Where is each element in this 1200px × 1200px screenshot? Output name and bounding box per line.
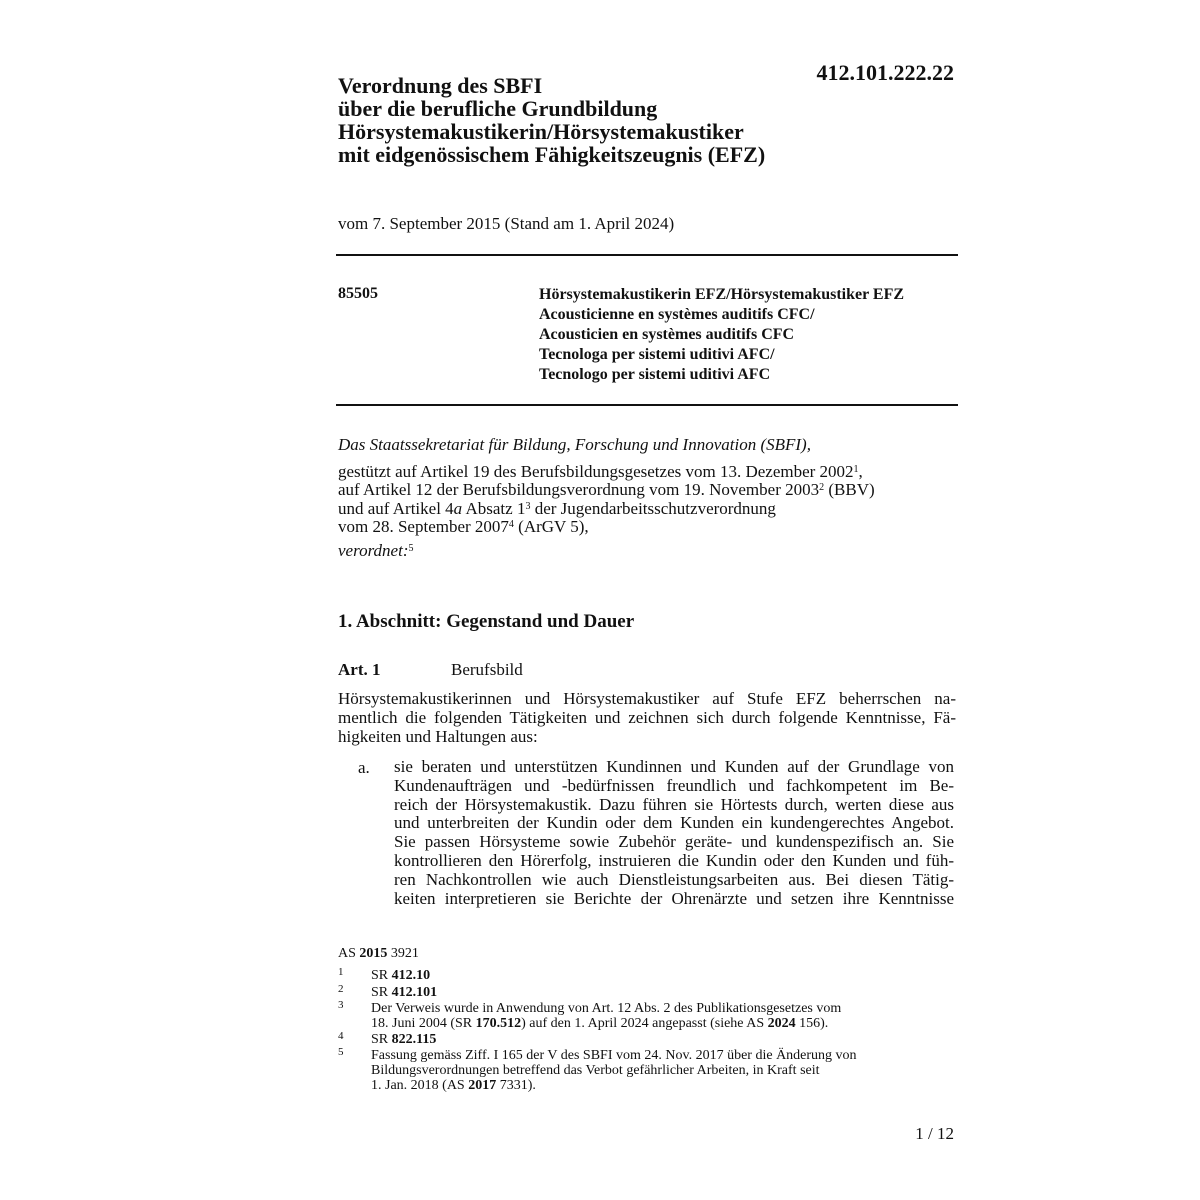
text-line: higkeiten und Haltungen aus: bbox=[338, 726, 538, 746]
footnote-number: 4 bbox=[338, 1030, 344, 1042]
bottom-rule bbox=[336, 404, 958, 406]
enactment-clause: verordnet:$^5$ bbox=[338, 540, 414, 560]
footnote-number: 1 bbox=[338, 966, 344, 978]
footnote-number: 2 bbox=[338, 983, 344, 995]
document-title bbox=[338, 74, 898, 166]
preamble-authority: Das Staatssekretariat für Bildung, Forschung und Innovation (SBFI), bbox=[338, 435, 811, 454]
text-line: reich der Hörsystemakustik. Dazu führen sie Hörtests durch, werten diese aus bbox=[394, 794, 954, 814]
text-line: sie beraten und unterstützen Kundinnen und Kunden auf der Grundlage von bbox=[394, 757, 954, 776]
preamble-line: gestützt auf Artikel 19 des Berufsbildungsgesetzes vom 13. Dezember 2002$^1$, bbox=[338, 461, 863, 481]
profession-title: Hörsystemakustikerin EFZ/Hörsystemakustiker EFZ bbox=[539, 286, 905, 303]
preamble-line: vom 28. September 2007$^4$ (ArGV 5), bbox=[338, 517, 589, 536]
footnote-number: 5 bbox=[338, 1046, 344, 1058]
section-heading: 1. Abschnitt: Gegenstand und Dauer bbox=[338, 611, 635, 632]
footnote-ref[interactable]: 2 bbox=[819, 482, 825, 493]
text-line: und unterbreiten der Kundin oder dem Kunden ein kundengerechtes Angebot. bbox=[394, 813, 954, 833]
footnote-ref[interactable]: 5 bbox=[408, 542, 414, 554]
profession-title: Acousticien en systèmes auditifs CFC bbox=[539, 326, 795, 343]
text-line: Sie passen Hörsysteme sowie Zubehör geräte- und kundenspezifisch an. Sie bbox=[394, 832, 954, 852]
text-line: kontrollieren den Hörerfolg, instruieren die Kundin oder den Kunden und füh- bbox=[394, 850, 954, 870]
article-intro bbox=[338, 690, 956, 746]
preamble-line: und auf Artikel 4a Absatz $1^3$ der Jugendarbeitsschutzverordnung bbox=[338, 498, 776, 518]
text-line: Hörsystemakustikerinnen und Hörsystemakustiker auf Stufe EFZ beherrschen na- bbox=[338, 689, 956, 708]
article-number: Art. 1 bbox=[338, 660, 381, 679]
footnote-text: SR 412.101 bbox=[371, 985, 438, 1000]
footnote-text: Fassung gemäss Ziff. I 165 der V des SBFI vom 24. Nov. 2017 über die Änderung von Bildungsverordnungen betreffend das Verbot gefährlicher Arbeiten, in Kraft seit 1. Jan. 2018 (AS 2017 7331). bbox=[371, 1048, 857, 1093]
title-line: über die berufliche Grundbildung bbox=[338, 96, 658, 121]
footnote-ref[interactable]: 1 bbox=[853, 463, 859, 475]
profession-title: Tecnologa per sistemi uditivi AFC/ bbox=[539, 346, 775, 363]
sr-number: 412.101.222.22 bbox=[816, 60, 954, 85]
profession-title: Acousticienne en systèmes auditifs CFC/ bbox=[539, 306, 815, 323]
list-item-text bbox=[394, 758, 954, 908]
profession-code: 85505 bbox=[338, 285, 378, 302]
footnote-text: SR 412.10 bbox=[371, 968, 431, 983]
list-item-letter: a. bbox=[358, 758, 370, 777]
official-collection-ref: AS 2015 3921 bbox=[338, 946, 419, 961]
footnote-ref[interactable]: 3 bbox=[525, 500, 531, 512]
top-rule bbox=[336, 254, 958, 256]
footnote-ref[interactable]: 4 bbox=[508, 519, 514, 530]
title-line: Verordnung des SBFI bbox=[338, 73, 543, 98]
profession-title: Tecnologo per sistemi uditivi AFC bbox=[539, 366, 771, 383]
title-line: Hörsystemakustikerin/Hörsystemakustiker bbox=[338, 119, 744, 144]
preamble bbox=[338, 436, 958, 560]
preamble-line: auf Artikel 12 der Berufsbildungsverordnung vom 19. November 2003$^2$ (BBV) bbox=[338, 480, 875, 499]
text-line: ren Nachkontrollen wie auch Dienstleistungsarbeiten aus. Bei diesen Tätig- bbox=[394, 869, 954, 889]
footnote-text: Der Verweis wurde in Anwendung von Art. 12 Abs. 2 des Publikationsgesetzes vom 18. Juni 2004 (SR 170.512) auf den 1. April 2024 angepasst (siehe AS 2024 156). bbox=[371, 1001, 842, 1031]
text-line: keiten interpretieren sie Berichte der Ohrenärzte und setzen ihre Kenntnisse bbox=[394, 888, 954, 908]
date-line: vom 7. September 2015 (Stand am 1. April 2024) bbox=[338, 214, 675, 233]
page-number: 1 / 12 bbox=[915, 1124, 954, 1143]
title-line: mit eidgenössischem Fähigkeitszeugnis (EFZ) bbox=[338, 142, 766, 167]
footnote-text: SR 822.115 bbox=[371, 1032, 437, 1047]
profession-titles bbox=[539, 285, 904, 385]
text-line: Kundenaufträgen und -bedürfnissen freundlich und fachkompetent im Be- bbox=[394, 775, 954, 795]
article-title: Berufsbild bbox=[451, 660, 523, 679]
footnote-number: 3 bbox=[338, 999, 344, 1011]
text-line: mentlich die folgenden Tätigkeiten und zeichnen sich durch folgende Kenntnisse, Fä- bbox=[338, 707, 956, 727]
